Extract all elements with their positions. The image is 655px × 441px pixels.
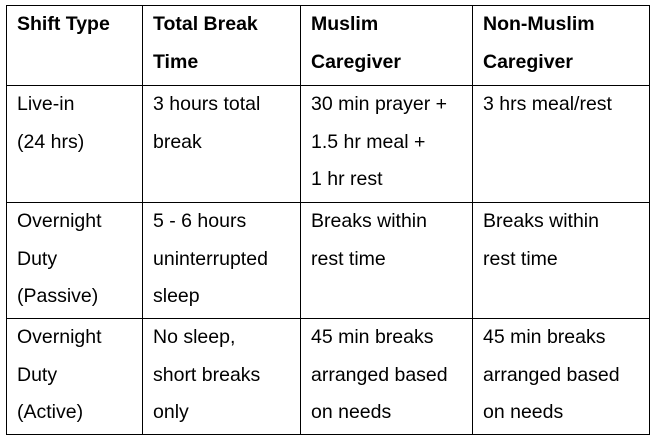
cell-total-break-time: No sleep, short breaks only: [143, 319, 301, 435]
table-row-overnight-active: [7, 319, 650, 435]
cell-non-muslim-caregiver: 3 hrs meal/rest: [473, 86, 650, 203]
table-row-live-in: [7, 86, 650, 203]
cell-non-muslim-caregiver: 45 min breaks arranged based on needs: [473, 319, 650, 435]
table-row-overnight-passive: [7, 203, 650, 319]
cell-non-muslim-caregiver: Breaks within rest time: [473, 203, 650, 319]
header-shift-type: Shift Type: [7, 6, 143, 86]
table-header-row: [7, 6, 650, 86]
shift-break-table: [6, 5, 650, 435]
cell-total-break-time: 3 hours total break: [143, 86, 301, 203]
cell-shift-type: Overnight Duty (Passive): [7, 203, 143, 319]
cell-total-break-time: 5 - 6 hours uninterrupted sleep: [143, 203, 301, 319]
cell-muslim-caregiver: Breaks within rest time: [301, 203, 473, 319]
cell-shift-type: Overnight Duty (Active): [7, 319, 143, 435]
header-muslim-caregiver: Muslim Caregiver: [301, 6, 473, 86]
cell-muslim-caregiver: 30 min prayer + 1.5 hr meal + 1 hr rest: [301, 86, 473, 203]
cell-shift-type: Live-in (24 hrs): [7, 86, 143, 203]
header-non-muslim-caregiver: Non-Muslim Caregiver: [473, 6, 650, 86]
cell-muslim-caregiver: 45 min breaks arranged based on needs: [301, 319, 473, 435]
header-total-break-time: Total Break Time: [143, 6, 301, 86]
